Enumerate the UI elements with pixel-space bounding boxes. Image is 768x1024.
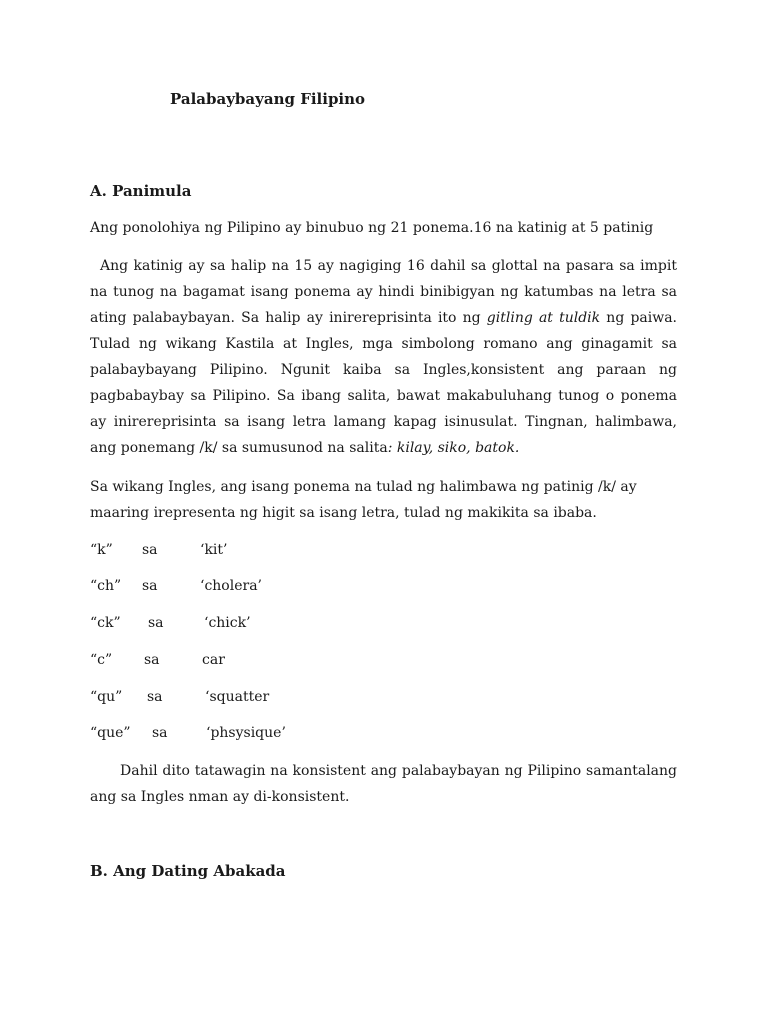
intro-paragraph: Ang ponolohiya ng Pilipino ay binubuo ng 21 ponema.16 na katinig at 5 patinig: [90, 220, 654, 236]
example-letters: “k”: [90, 542, 113, 558]
example-word: car: [202, 652, 225, 668]
example-sa: sa: [147, 689, 163, 705]
example-word: ‘phsysique’: [206, 725, 286, 741]
katinig-text-2: ng paiwa. Tulad ng wikang Kastila at Ingles, mga simbolong romano ang ginagamit sa palabaybayang Pilipino. Ngunit kaiba sa Ingles,konsistent ang paraan ng pagbabaybay sa Pilipino. Sa ibang salita, bawat makabuluhang tunog o ponema ay inirereprisinta sa isang letra lamang kapag isinusulat. Tingnan, halimbawa, ang ponemang /k/ sa sumusunod na salita: [90, 310, 678, 456]
example-sa: sa: [142, 542, 158, 558]
example-letters: “ch”: [90, 578, 122, 594]
section-b-heading: B. Ang Dating Abakada: [90, 862, 286, 880]
katinig-italic-2: : kilay, siko, batok.: [387, 440, 520, 456]
example-word: ‘squatter: [205, 689, 270, 705]
page-title: Palabaybayang Filipino: [170, 90, 366, 108]
ingles-paragraph: Sa wikang Ingles, ang isang ponema na tulad ng halimbawa ng patinig /k/ ay maaring irepresenta ng higit sa isang letra, tulad ng makikita sa ibaba.: [90, 479, 637, 521]
example-word: ‘chick’: [204, 615, 251, 631]
katinig-paragraph: [90, 253, 677, 461]
conclusion-paragraph: Dahil dito tatawagin na konsistent ang palabaybayan ng Pilipino samantalang ang sa Ingles nman ay di-konsistent.: [90, 763, 677, 805]
example-sa: sa: [142, 578, 158, 594]
example-word: ‘cholera’: [200, 578, 262, 594]
example-word: ‘kit’: [200, 542, 228, 558]
example-letters: “que”: [90, 725, 131, 741]
example-letters: “qu”: [90, 689, 123, 705]
example-sa: sa: [144, 652, 160, 668]
katinig-italic-1: gitling at tuldik: [486, 310, 601, 326]
section-a-heading: A. Panimula: [90, 182, 192, 200]
example-letters: “ck”: [90, 615, 121, 631]
example-letters: “c”: [90, 652, 113, 668]
katinig-text-1: Ang katinig ay sa halip na 15 ay nagiging 16 dahil sa glottal na pasara sa impit na tunog na bagamat isang ponema ay hindi binibigyan ng katumbas na letra sa ating palabaybayan. Sa halip ay inirereprisinta ito ng: [90, 258, 677, 326]
example-sa: sa: [152, 725, 168, 741]
example-sa: sa: [148, 615, 164, 631]
